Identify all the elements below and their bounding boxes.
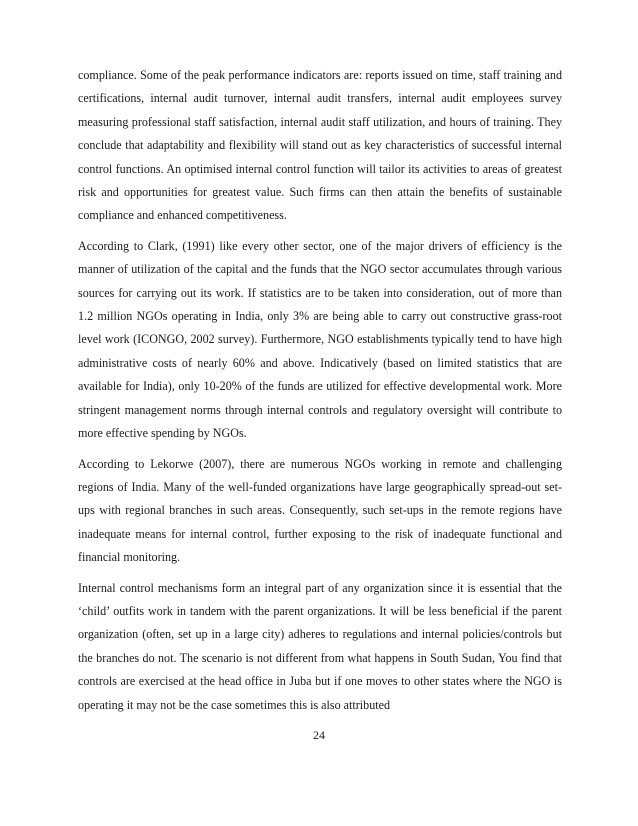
paragraph-compliance: compliance. Some of the peak performance indicators are: reports issued on time, staff training and certifications, internal audit turnover, internal audit transfers, internal audit employees survey measuring professional staff satisfaction, internal audit staff utilization, and hours of training. They conclude that adaptability and flexibility will stand out as key characteristics of successful internal control functions. An optimised internal control function will tailor its activities to areas of greatest risk and opportunities for greatest value. Such firms can then attain the benefits of sustainable compliance and enhanced competitiveness. [78, 68, 562, 223]
paragraph-internal-control: Internal control mechanisms form an integral part of any organization since it is essential that the ‘child’ outfits work in tandem with the parent organizations. It will be less beneficial if the parent organization (often, set up in a large city) adheres to regulations and internal policies/controls but the branches do not. The scenario is not different from what happens in South Sudan, You find that controls are exercised at the head office in Juba but if one moves to other states where the NGO is operating it may not be the case sometimes this is also attributed [78, 580, 562, 712]
paragraph-clark: According to Clark, (1991) like every other sector, one of the major drivers of efficiency is the manner of utilization of the capital and the funds that the NGO sector accumulates through various sources for carrying out its work. If statistics are to be taken into consideration, out of more than 1.2 million NGOs operating in India, only 3% are being able to carry out constructive grass-root level work (ICONGO, 2002 survey). Furthermore, NGO establishments typically tend to have high administrative costs of nearly 60% and above. Indicatively (based on limited statistics that are available for India), only 10-20% of the funds are utilized for effective developmental work. More stringent management norms through internal controls and regulatory oversight will contribute to more effective spending by NGOs. [78, 238, 562, 441]
document-body [78, 64, 562, 724]
paragraph-lekorwe: According to Lekorwe (2007), there are numerous NGOs working in remote and challenging regions of India. Many of the well-funded organizations have large geographically spread-out set-ups with regional branches in such areas. Consequently, such set-ups in the remote regions have inadequate means for internal control, further exposing to the risk of inadequate functional and financial monitoring. [78, 456, 562, 565]
page-number: 24 [313, 728, 325, 742]
